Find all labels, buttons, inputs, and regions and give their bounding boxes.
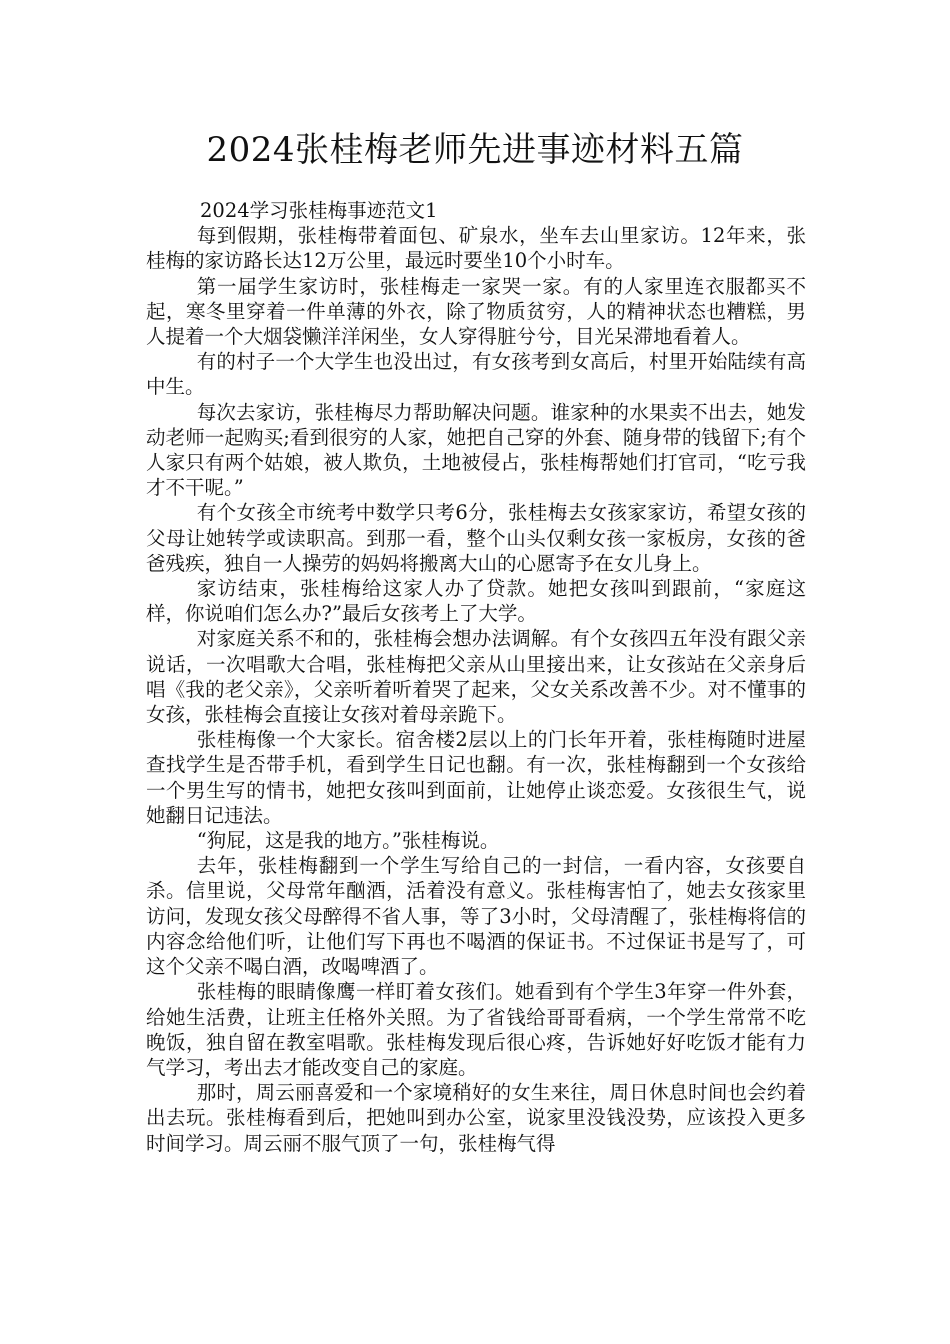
paragraph: 第一届学生家访时，张桂梅走一家哭一家。有的人家里连衣服都买不起，寒冬里穿着一件单薄的外衣，除了物质贫穷，人的精神状态也糟糕，男人提着一个大烟袋懒洋洋闲坐，女人穿得脏兮兮，目光呆滞地看着人。 — [146, 274, 806, 349]
paragraph: 张桂梅像一个大家长。宿舍楼2层以上的门长年开着，张桂梅随时进屋查找学生是否带手机，看到学生日记也翻。有一次，张桂梅翻到一个女孩给一个男生写的情书，她把女孩叫到面前，让她停止谈恋爱。女孩很生气，说她翻日记违法。 — [146, 728, 806, 827]
document-body — [146, 198, 806, 1156]
paragraph: 每到假期，张桂梅带着面包、矿泉水，坐车去山里家访。12年来，张桂梅的家访路长达12万公里，最远时要坐10个小时车。 — [146, 224, 806, 273]
paragraph: 有个女孩全市统考中数学只考6分，张桂梅去女孩家家访，希望女孩的父母让她转学或读职高。到那一看，整个山头仅剩女孩一家板房，女孩的爸爸残疾，独自一人操劳的妈妈将搬离大山的心愿寄予在女儿身上。 — [146, 501, 806, 575]
paragraph: 张桂梅的眼睛像鹰一样盯着女孩们。她看到有个学生3年穿一件外套，给她生活费，让班主任格外关照。为了省钱给哥哥看病，一个学生常常不吃晚饭，独自留在教室唱歌。张桂梅发现后很心疼，告诉她好好吃饭才能有力气学习，考出去才能改变自己的家庭。 — [146, 980, 806, 1079]
paragraph: 那时，周云丽喜爱和一个家境稍好的女生来往，周日休息时间也会约着出去玩。张桂梅看到后，把她叫到办公室，说家里没钱没势，应该投入更多时间学习。周云丽不服气顶了一句，张桂梅气得 — [146, 1081, 806, 1155]
document-title: 2024张桂梅老师先进事迹材料五篇 — [206, 130, 744, 170]
paragraph: “狗屁，这是我的地方。”张桂梅说。 — [196, 829, 500, 853]
paragraph: 对家庭关系不和的，张桂梅会想办法调解。有个女孩四五年没有跟父亲说话，一次唱歌大合唱，张桂梅把父亲从山里接出来，让女孩站在父亲身后唱《我的老父亲》，父亲听着听着哭了起来，父女关系改善不少。对不懂事的女孩，张桂梅会直接让女孩对着母亲跪下。 — [146, 627, 806, 727]
paragraph: 每次去家访，张桂梅尽力帮助解决问题。谁家种的水果卖不出去，她发动老师一起购买;看到很穷的人家，她把自己穿的外套、随身带的钱留下;有个人家只有两个姑娘，被人欺负，土地被侵占，张桂梅帮她们打官司，“吃亏我才不干呢。” — [146, 400, 806, 500]
paragraph: 去年，张桂梅翻到一个学生写给自己的一封信，一看内容，女孩要自杀。信里说，父母常年酗酒，活着没有意义。张桂梅害怕了，她去女孩家里访问，发现女孩父母醉得不省人事，等了3小时，父母清醒了，张桂梅将信的内容念给他们听，让他们写下再也不喝酒的保证书。不过保证书是写了，可这个父亲不喝白酒，改喝啤酒了。 — [146, 854, 806, 979]
paragraph: 有的村子一个大学生也没出过，有女孩考到女高后，村里开始陆续有高中生。 — [146, 350, 806, 399]
section-title: 2024学习张桂梅事迹范文1 — [200, 199, 438, 222]
paragraph: 家访结束，张桂梅给这家人办了贷款。她把女孩叫到跟前，“家庭这样，你说咱们怎么办?”最后女孩考上了大学。 — [146, 577, 806, 626]
